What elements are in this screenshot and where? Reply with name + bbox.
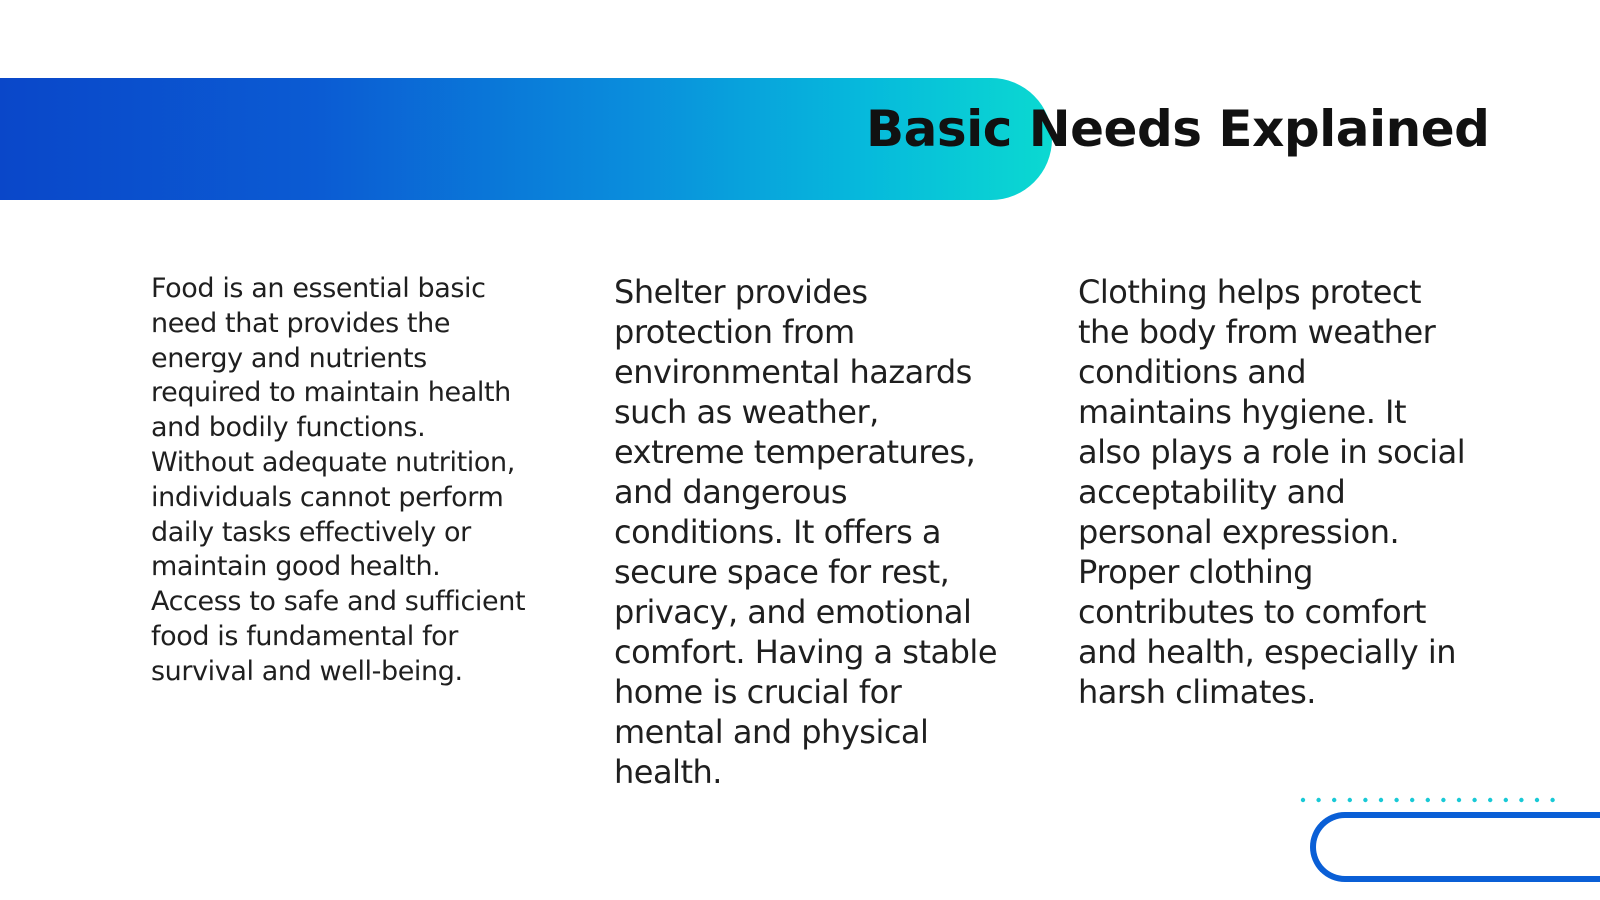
decorative-dot	[1519, 798, 1523, 802]
decorative-dot	[1348, 798, 1352, 802]
decorative-dot	[1441, 798, 1445, 802]
decorative-pill-outline	[1310, 812, 1600, 882]
decorative-dot	[1504, 798, 1508, 802]
decorative-dot	[1535, 798, 1539, 802]
decorative-dot	[1394, 798, 1398, 802]
decorative-dot	[1550, 798, 1554, 802]
decorative-dots	[1300, 797, 1560, 803]
decorative-dot	[1426, 798, 1430, 802]
decorative-dot	[1316, 798, 1320, 802]
slide-title: Basic Needs Explained	[866, 100, 1490, 158]
food-text: Food is an essential basic need that provides the energy and nutrients required to maintain health and bodily functions. Without adequate nutrition, individuals cannot perform daily tasks effectively or maintain good health. Access to safe and sufficient food is fundamental for survival and well-being.	[151, 273, 526, 687]
decorative-dot	[1410, 798, 1414, 802]
decorative-dot	[1488, 798, 1492, 802]
decorative-dot	[1332, 798, 1336, 802]
shelter-text: Shelter provides protection from environmental hazards such as weather, extreme temperatures, and dangerous conditions. It offers a secure space for rest, privacy, and emotional comfort. Having a stable home is crucial for mental and physical health.	[614, 273, 997, 791]
decorative-dot	[1457, 798, 1461, 802]
clothing-text: Clothing helps protect the body from weather conditions and maintains hygiene. It also plays a role in social acceptability and personal expression. Proper clothing contributes to comfort and health, especially in harsh climates.	[1078, 273, 1466, 711]
decorative-dot	[1363, 798, 1367, 802]
decorative-dot	[1379, 798, 1383, 802]
decorative-dot	[1472, 798, 1476, 802]
decorative-dot	[1301, 798, 1305, 802]
